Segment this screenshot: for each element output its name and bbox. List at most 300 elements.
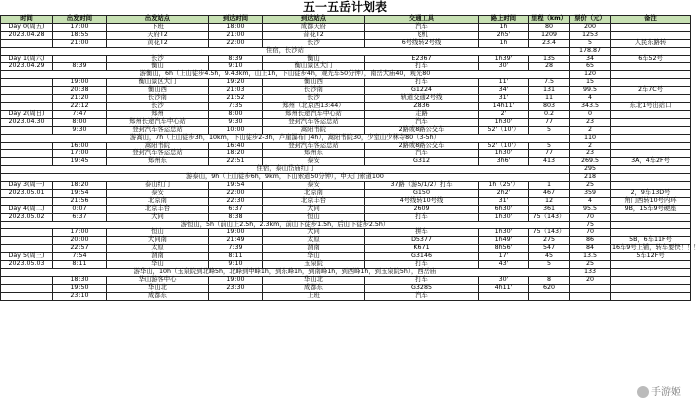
table-cell: 华山	[107, 261, 209, 269]
table-cell: 133	[570, 269, 611, 277]
table-cell	[529, 292, 570, 300]
table-row	[1, 276, 691, 284]
table-cell: 467	[529, 189, 570, 197]
table-cell	[1, 284, 53, 292]
table-cell: 16:00	[53, 142, 107, 150]
table-cell: 1h39'	[479, 55, 529, 63]
table-cell: 19:54	[53, 189, 107, 197]
table-cell: 打车	[365, 213, 479, 221]
table-cell	[611, 284, 691, 292]
table-cell: 5	[570, 39, 611, 47]
table-cell: 长沙南	[263, 87, 365, 95]
table-cell	[1, 292, 53, 300]
table-cell: 5B，6车11F号	[611, 237, 691, 245]
table-cell: 218	[570, 174, 611, 182]
table-cell: 6号线转2号线	[365, 39, 479, 47]
table-cell: 18:20	[209, 150, 263, 158]
table-cell: 19:20	[209, 79, 263, 87]
table-cell: Z836	[365, 102, 479, 110]
table-cell: 汽车	[365, 118, 479, 126]
table-cell: Day 3(周一)	[1, 182, 53, 190]
table-cell: 413	[529, 158, 570, 166]
table-cell: 18:55	[53, 31, 107, 39]
table-cell: 1h（25'）	[479, 182, 529, 190]
header-cell: 出发站点	[107, 16, 209, 24]
table-cell: G3285	[365, 284, 479, 292]
table-cell: 95.5	[570, 205, 611, 213]
table-cell: 275	[529, 237, 570, 245]
table-cell: 12	[529, 197, 570, 205]
table-cell: 620	[529, 284, 570, 292]
table-cell: 8:11	[209, 253, 263, 261]
activity-cell: 游衡山，6h（上山徒步4.5h，9.43km，山上1h，下山徒步4h，观光车50分钟），南岳大庙40，观光80	[1, 71, 570, 79]
table-cell: 52'（10'）	[479, 142, 529, 150]
table-cell: 郑州长途汽车中心站	[263, 110, 365, 118]
table-cell: 成都东	[107, 292, 209, 300]
table-cell: Day 5(周三)	[1, 253, 53, 261]
table-cell: 2609	[365, 205, 479, 213]
table-cell: 郑州东	[263, 150, 365, 158]
table-cell: 拼车	[365, 229, 479, 237]
table-row	[1, 39, 691, 47]
table-cell	[611, 118, 691, 126]
table-cell: 2023.04.30	[1, 118, 53, 126]
table-cell: 52'（10'）	[479, 126, 529, 134]
table-cell	[1, 95, 53, 103]
table-cell: 9:30	[209, 118, 263, 126]
table-cell: Day 1(周六)	[1, 55, 53, 63]
table-cell: 衡山西	[107, 87, 209, 95]
table-cell: 汽车	[365, 150, 479, 158]
activity-cell: 游恒山，5h（前山上2.5h，2.3km，前山下徒步1.5h，后山下徒步2.5h）	[1, 221, 570, 229]
table-cell: G312	[365, 158, 479, 166]
table-cell: 17:00	[53, 229, 107, 237]
table-cell: 郑州	[107, 110, 209, 118]
table-cell: 大同	[263, 205, 365, 213]
table-cell: 2h2'	[479, 189, 529, 197]
table-cell: 嵩阳书院	[107, 142, 209, 150]
table-cell: 75	[570, 221, 611, 229]
table-cell	[1, 150, 53, 158]
table-cell: 打车	[365, 261, 479, 269]
table-cell: 衡山景区大门	[263, 63, 365, 71]
table-cell: 17:00	[53, 150, 107, 158]
table-cell: 19:00	[209, 276, 263, 284]
table-cell: 恒山	[263, 213, 365, 221]
table-cell: 衡山	[263, 55, 365, 63]
table-cell: 8:39	[53, 63, 107, 71]
table-cell: 178.87	[570, 47, 611, 55]
table-cell: 34	[570, 55, 611, 63]
table-cell: 成都天府	[263, 23, 365, 31]
table-cell: 泰安	[263, 182, 365, 190]
table-cell: 31'	[479, 95, 529, 103]
table-cell: 1h49'	[479, 237, 529, 245]
table-cell: 23	[570, 150, 611, 158]
table-row	[1, 189, 691, 197]
table-cell: 34'	[479, 87, 529, 95]
table-cell: 22:51	[209, 158, 263, 166]
table-cell: 21:00	[209, 31, 263, 39]
table-cell	[1, 126, 53, 134]
table-cell: 大同	[263, 229, 365, 237]
table-cell: 110	[570, 134, 611, 142]
table-cell: 角门西转10号内环	[611, 197, 691, 205]
table-cell: 北京南	[107, 197, 209, 205]
table-cell: 77	[529, 150, 570, 158]
table-row	[1, 284, 691, 292]
table-cell: 135	[529, 55, 570, 63]
table-cell: 下班	[107, 23, 209, 31]
activity-cell: 住宿，长沙站	[1, 47, 570, 55]
table-cell: 19:54	[209, 182, 263, 190]
table-cell: 19:00	[53, 79, 107, 87]
table-cell: Day 0(周五)	[1, 23, 53, 31]
table-cell: 11'	[479, 79, 529, 87]
table-cell: 269.5	[570, 158, 611, 166]
table-cell: 547	[529, 245, 570, 253]
table-cell: 2023.05.01	[1, 189, 53, 197]
table-cell: G150	[365, 189, 479, 197]
table-cell: 郑州（北京西13:44）	[263, 102, 365, 110]
table-cell: 8:39	[209, 55, 263, 63]
table-cell: 75（143）	[529, 213, 570, 221]
header-cell: 路上时间	[479, 16, 529, 24]
table-cell: G1224	[365, 87, 479, 95]
table-cell: 华山北	[107, 284, 209, 292]
table-cell: 渭南	[107, 253, 209, 261]
table-cell: 轨道交通2号线	[365, 95, 479, 103]
table-cell: 21:20	[53, 95, 107, 103]
table-row	[1, 205, 691, 213]
table-cell: 0.2	[529, 110, 570, 118]
table-cell: Day 2(周日)	[1, 110, 53, 118]
table-cell: 5车12F号	[611, 253, 691, 261]
table-row	[1, 47, 691, 55]
table-cell: 泰安	[107, 189, 209, 197]
table-cell: 2'	[479, 110, 529, 118]
table-cell: 22:57	[53, 245, 107, 253]
table-cell: D5377	[365, 237, 479, 245]
table-cell: 玉泉院	[263, 261, 365, 269]
table-cell: 飞机	[365, 31, 479, 39]
table-cell: 天府T2	[107, 31, 209, 39]
table-cell: 15	[570, 79, 611, 87]
table-cell: 长沙	[263, 95, 365, 103]
table-cell: 华山北	[263, 276, 365, 284]
table-cell: 37路（游5/1/2）打车	[365, 182, 479, 190]
table-cell: 北京南	[263, 189, 365, 197]
header-cell: 交通工具	[365, 16, 479, 24]
table-cell: 1h	[479, 23, 529, 31]
table-cell	[611, 142, 691, 150]
table-cell	[1, 158, 53, 166]
table-cell	[570, 284, 611, 292]
table-cell	[479, 292, 529, 300]
table-cell: 8	[529, 276, 570, 284]
table-cell: 14h11'	[479, 102, 529, 110]
table-cell: 2023.05.03	[1, 261, 53, 269]
table-cell: 86	[570, 237, 611, 245]
header-cell: 到达站点	[263, 16, 365, 24]
table-cell: 19:45	[53, 158, 107, 166]
table-cell: K671	[365, 245, 479, 253]
table-cell: 13.5	[570, 253, 611, 261]
table-cell: 北京丰台	[263, 197, 365, 205]
table-cell: 16车9号上铺，转车要快！！！	[612, 244, 700, 252]
table-cell: 23:30	[209, 284, 263, 292]
table-cell: 9:10	[209, 261, 263, 269]
table-cell: 2，9车13D号	[611, 189, 691, 197]
table-cell: 泰安	[263, 158, 365, 166]
table-cell: 1h30'	[479, 118, 529, 126]
table-cell: 泰山红门	[107, 182, 209, 190]
table-cell: 长沙	[107, 102, 209, 110]
table-cell: 17'	[479, 253, 529, 261]
table-cell: 1h30'	[479, 229, 529, 237]
table-cell: 343.5	[570, 102, 611, 110]
table-cell: 2023.04.29	[1, 63, 53, 71]
activity-cell: 游泰山，9h（上山徒步6h，9km，下山索道50分钟），中天门索道100	[1, 174, 570, 182]
table-cell: 30'	[479, 63, 529, 71]
table-cell	[611, 174, 691, 182]
table-cell: 9:10	[209, 63, 263, 71]
table-cell: 郑州东	[107, 158, 209, 166]
table-cell: 太原	[107, 245, 209, 253]
table-cell: 渭南	[263, 245, 365, 253]
table-cell: 77	[529, 118, 570, 126]
table-cell: 22:12	[53, 102, 107, 110]
table-row	[1, 118, 691, 126]
table-cell: 6:37	[53, 213, 107, 221]
table-cell: 华山游客中心	[107, 276, 209, 284]
table-cell: 359	[570, 189, 611, 197]
table-cell: 19:00	[209, 229, 263, 237]
table-cell: 7:39	[209, 245, 263, 253]
table-row	[1, 213, 691, 221]
table-cell: 3A，4车2F号	[611, 158, 691, 166]
table-row	[1, 292, 691, 300]
table-cell: 120	[570, 71, 611, 79]
table-cell: 18:20	[53, 182, 107, 190]
table-cell: 23	[570, 118, 611, 126]
table-cell: 嵩阳书院	[263, 126, 365, 134]
table-cell: 6h30'	[479, 205, 529, 213]
table-cell: 1h30'	[479, 150, 529, 158]
table-cell: 4h11'	[479, 284, 529, 292]
table-cell: 衡山景区大门	[107, 79, 209, 87]
table-cell: 21:56	[53, 197, 107, 205]
schedule-table	[0, 15, 700, 301]
table-cell: 郑州长途汽车中心站	[107, 118, 209, 126]
table-cell	[611, 63, 691, 71]
table-cell: 大同	[107, 213, 209, 221]
table-cell	[611, 221, 691, 229]
watermark: 手游姬	[634, 382, 684, 399]
table-cell: 1h30'	[479, 213, 529, 221]
table-cell	[611, 213, 691, 221]
table-cell: 25	[570, 182, 611, 190]
table-cell: 23.4	[529, 39, 570, 47]
table-cell: 打车	[365, 63, 479, 71]
table-cell: 太原	[263, 237, 365, 245]
table-cell: 21:03	[209, 87, 263, 95]
table-cell: 华山	[263, 253, 365, 261]
table-row	[1, 31, 691, 39]
table-cell	[1, 87, 53, 95]
table-cell: 0:07	[53, 205, 107, 213]
table-cell	[611, 269, 691, 277]
table-cell: 2023.05.02	[1, 213, 53, 221]
table-cell: 2车7C号	[611, 87, 691, 95]
table-cell: 登封汽车客运总站	[107, 126, 209, 134]
header-cell: 备注	[611, 16, 691, 24]
table-cell: 25	[570, 261, 611, 269]
table-cell: 5	[529, 142, 570, 150]
table-cell: 成都东	[263, 284, 365, 292]
table-cell	[611, 261, 691, 269]
table-cell: 衡山西	[263, 79, 365, 87]
table-cell: 20:38	[53, 87, 107, 95]
table-cell: 2h5'	[479, 31, 529, 39]
table-cell: 长沙	[263, 39, 365, 47]
table-cell: 上班	[263, 292, 365, 300]
table-cell: 2路或8路公交车	[365, 142, 479, 150]
table-cell	[209, 292, 263, 300]
table-cell: 10:00	[209, 126, 263, 134]
table-cell: 17:00	[53, 23, 107, 31]
table-cell: 8:11	[53, 261, 107, 269]
table-cell: 21:49	[209, 237, 263, 245]
table-cell: G3146	[365, 253, 479, 261]
table-cell: 16:40	[209, 142, 263, 150]
header-cell: 票价（元）	[570, 16, 611, 24]
table-cell: 19:50	[53, 284, 107, 292]
table-cell: 65	[570, 63, 611, 71]
table-cell: 8:00	[209, 110, 263, 118]
table-cell: 登封汽车客运总站	[107, 150, 209, 158]
header-cell: 到达时间	[209, 16, 263, 24]
table-cell: E2367	[365, 55, 479, 63]
table-cell: 9:30	[53, 126, 107, 134]
header-cell: 出发时间	[53, 16, 107, 24]
table-cell: 28	[529, 63, 570, 71]
table-cell	[611, 292, 691, 300]
activity-cell: 住宿，泰山岱庙红门	[1, 166, 570, 174]
table-cell: 361	[529, 205, 570, 213]
table-cell	[611, 47, 691, 55]
logo-icon	[637, 386, 649, 398]
table-cell: 5	[529, 126, 570, 134]
table-row	[1, 87, 691, 95]
table-cell: 6车52号	[611, 55, 691, 63]
table-cell: Day 4(周二)	[1, 205, 53, 213]
table-cell: 20:00	[53, 237, 107, 245]
table-cell: 黄花T2	[107, 39, 209, 47]
table-cell: 8:00	[53, 118, 107, 126]
table-cell: 登封汽车客运总站	[263, 142, 365, 150]
table-cell	[611, 71, 691, 79]
table-row	[1, 102, 691, 110]
table-cell: 1	[529, 182, 570, 190]
table-cell: 1253	[570, 31, 611, 39]
table-cell: 803	[529, 102, 570, 110]
table-cell: 2	[570, 126, 611, 134]
table-cell	[1, 79, 53, 87]
table-cell: 70	[570, 213, 611, 221]
table-cell: 22:00	[209, 39, 263, 47]
table-cell: 恒山	[107, 229, 209, 237]
table-cell: 7:47	[53, 110, 107, 118]
table-row	[1, 134, 691, 142]
table-cell: 北京丰台	[107, 205, 209, 213]
table-cell: 2023.04.28	[1, 31, 53, 39]
table-cell	[611, 23, 691, 31]
table-cell	[1, 229, 53, 237]
table-cell: 衡山	[107, 63, 209, 71]
header-cell: 里程（km）	[529, 16, 570, 24]
page-title: 五一五岳计划表	[302, 0, 387, 14]
table-cell: 东北1号出站口	[611, 102, 691, 110]
header-cell: 时间	[1, 16, 53, 24]
table-cell: 80	[529, 23, 570, 31]
table-cell: 汽车	[365, 23, 479, 31]
activity-cell: 游嵩山，7h（上山徒步3h，10km，下山徒步2-3h，卢崖瀑布门4h），嵩阳书院30，少室山少林寺80（3-5h）	[1, 134, 570, 142]
table-cell: 9B，15车9号硬座	[611, 205, 691, 213]
table-cell: 长沙南	[107, 95, 209, 103]
table-cell: 1209	[529, 31, 570, 39]
table-cell: 汽车	[365, 292, 479, 300]
table-cell: 22:00	[209, 189, 263, 197]
table-cell	[1, 142, 53, 150]
table-cell	[611, 276, 691, 284]
table-cell: 21:52	[209, 95, 263, 103]
table-cell	[1, 39, 53, 47]
table-cell	[611, 134, 691, 142]
table-cell: 长沙	[107, 55, 209, 63]
table-cell: 走路	[365, 110, 479, 118]
table-cell: 6:37	[209, 205, 263, 213]
table-cell: 70	[570, 229, 611, 237]
table-cell: 131	[529, 87, 570, 95]
table-cell: 8h56'	[479, 245, 529, 253]
table-cell: 7.5	[529, 79, 570, 87]
table-cell: 7:35	[209, 102, 263, 110]
table-cell: 打车	[365, 276, 479, 284]
table-cell: 4	[570, 95, 611, 103]
table-cell: 4	[570, 197, 611, 205]
table-cell: 45	[529, 253, 570, 261]
table-cell: 22:30	[209, 197, 263, 205]
table-cell: 11	[529, 95, 570, 103]
table-cell: 2	[570, 142, 611, 150]
table-row	[1, 126, 691, 134]
table-cell: 18:00	[209, 23, 263, 31]
table-cell: 21:00	[53, 39, 107, 47]
table-cell: 昔花T2	[263, 31, 365, 39]
table-cell: 99.5	[570, 87, 611, 95]
table-cell: 4号线转10号线	[365, 197, 479, 205]
table-cell	[611, 166, 691, 174]
table-cell: 登封汽车客运总站	[263, 118, 365, 126]
table-cell: 8:38	[209, 213, 263, 221]
table-cell	[1, 237, 53, 245]
activity-cell: 游华山，10h（玉泉院到北峰5h，北峰到中峰1h，到东峰1h，到南峰1h，到西峰1h，到玉泉院5h），西岳庙	[1, 269, 570, 277]
table-cell: 大同南	[107, 237, 209, 245]
table-cell	[570, 292, 611, 300]
table-cell: 18:30	[53, 276, 107, 284]
table-cell: 31'	[479, 197, 529, 205]
